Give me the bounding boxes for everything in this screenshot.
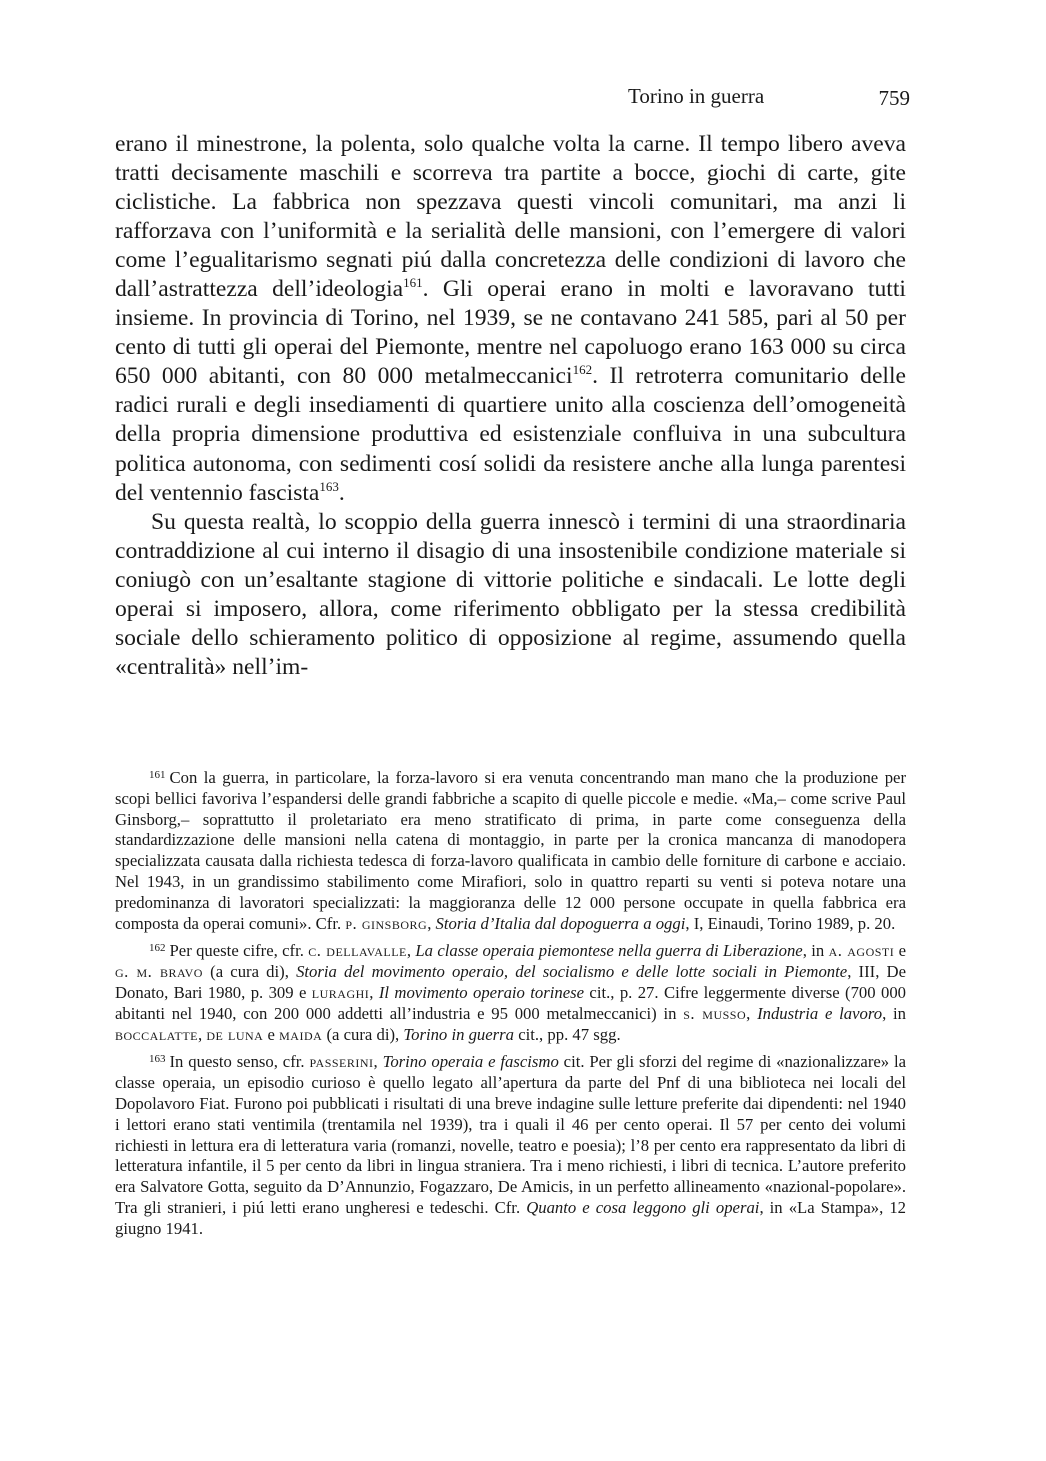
footnote-text: ,: [746, 1003, 751, 1023]
footnote-text: (a cura di),: [210, 962, 289, 982]
citation-author: luraghi: [311, 982, 370, 1002]
footnote-reference-162[interactable]: 162: [572, 362, 593, 378]
footnote-text: ,: [369, 982, 374, 1002]
footnote-reference-161[interactable]: 161: [403, 275, 423, 291]
footnote-text: ,: [373, 1052, 378, 1072]
page-number: 759: [878, 86, 910, 110]
body-text: . Gli operai erano in molti e lavoravano tutti insieme. In provincia di Torino, nel 1939, se ne contavano 241 585, pari al 50 per cento di tutti gli operai del Piemonte, mentre nel capoluogo erano 163 000 su circa 650 000 abitanti, con 80 000 metalmeccanici: [115, 276, 906, 390]
citation-title: Quanto e cosa leggono gli operai: [526, 1197, 760, 1217]
footnote-text: , in: [882, 1003, 907, 1023]
page-header: [115, 84, 910, 114]
citation-author: de luna: [206, 1024, 264, 1044]
footnote-text: Per queste cifre, cfr.: [169, 941, 304, 961]
footnote-162: $^{162}$ Per queste cifre, cfr. c. dellavalle, La classe operaia piemontese nella guerra di Liberazione, in a. agosti e g. m. bravo (a cura di), Storia del movimento operaio, del socialismo e delle lotte sociali in Piemonte, III, De Donato, Bari 1980, p. 309 e luraghi, Il movimento operaio torinese cit., p. 27. Cifre leggermente diverse (700 000 abitanti nel 1940, con 200 000 addetti all’industria e 95 000 metalmeccanici) in s. musso, Industria e lavoro, in boccalatte, de luna e maida (a cura di), Torino in guerra cit., pp. 47 sgg.: [115, 941, 907, 1044]
footnotes: [115, 765, 906, 1244]
footnote-161: $^{161}$ Con la guerra, in particolare, la forza-lavoro si era venuta concentrando man mano che la produzione per scopi bellici favoriva l’espandersi delle grandi fabbriche a scapito di quelle piccole e medie. «Ma,– come scrive Paul Ginsborg,– soprattutto il proletariato era meno stratificato di prima, in parte come conseguenza della standardizzazione delle mansioni nella catena di montaggio, in parte per la cronica mancanza di manodopera specializzata causata dalla richiesta tedesca di forza-lavoro qualificata in cambio delle forniture di carbone e acciaio. Nel 1943, in un grandissimo stabilimento come Mirafiori, solo in quattro reparti su venti si poteva notare una predominanza di lavoratori specializzati: la maggioranza delle 12 000 persone occupate in quella fabbrica era composta da operai comuni». Cfr. p. ginsborg, Storia d’Italia dal dopoguerra a oggi, I, Einaudi, Torino 1989, p. 20.: [115, 768, 906, 933]
citation-author: s. musso: [683, 1003, 747, 1023]
citation-title: Storia d’Italia dal dopoguerra a oggi: [435, 913, 686, 933]
footnote-text: , in «La Stampa», 12 giugno 1941.: [115, 1197, 907, 1238]
footnote-text: In questo senso, cfr.: [169, 1052, 305, 1072]
footnote-text: cit., p. 27. Cifre leggermente diverse (700 000 abitanti nel 1940, con 200 000 addetti all’industria e 95 000 metalmeccanici) in: [115, 982, 907, 1023]
body-paragraph-2: Su questa realtà, lo scoppio della guerra innescò i termini di una straordinaria contraddizione al cui interno il disagio di una insostenibile condizione materiale si coniugò con un’esaltante stagione di vittorie politiche e sindacali. Le lotte degli operai si imposero, allora, come riferimento obbligato per la stessa credibilità sociale dello schieramento politico di opposizione al regime, assumendo quella «centralità» nell’im-: [115, 508, 906, 680]
footnote-text: e: [267, 1024, 275, 1044]
citation-author: c. dellavalle: [308, 941, 407, 961]
footnote-163: [115, 1049, 906, 1239]
footnote-text: Con la guerra, in particolare, la forza-lavoro si era venuta concentrando man mano che la produzione per scopi bellici favoriva l’espandersi delle grandi fabbriche a scapito di quelle piccole e medie. «Ma,– come scrive Paul Ginsborg,– soprattutto il proletariato era meno stratificato di prima, in parte come conseguenza della standardizzazione delle mansioni nella catena di montaggio, in parte per la cronica mancanza di manodopera specializzata causata dalla richiesta tedesca di forza-lavoro qualificata in cambio delle forniture di carbone e acciaio. Nel 1943, in un grandissimo stabilimento come Mirafiori, solo in quattro reparti su venti si poteva notare una predominanza di lavoratori specializzati: la maggioranza delle 12 000 persone occupate in quella fabbrica era composta da operai comuni». Cfr.: [115, 768, 906, 933]
footnote-number: 162: [149, 942, 166, 955]
citation-author: passerini: [309, 1052, 374, 1072]
citation-title: Il movimento operaio torinese: [378, 982, 585, 1002]
citation-author: p. ginsborg: [345, 913, 428, 933]
footnote-text: e: [898, 941, 907, 961]
footnote-text: , I, Einaudi, Torino 1989, p. 20.: [685, 913, 896, 933]
citation-author: maida: [279, 1024, 323, 1044]
citation-title: Torino operaia e fascismo: [382, 1052, 559, 1072]
footnote-text: , in: [802, 941, 825, 961]
citation-author: g. m. bravo: [115, 962, 203, 982]
citation-title: Storia del movimento operaio, del socialismo e delle lotte sociali in Piemonte: [296, 962, 848, 982]
footnote-reference-163[interactable]: 163: [319, 478, 339, 494]
running-title: Torino in guerra: [628, 84, 765, 108]
body-text: .: [338, 479, 345, 506]
footnote-number: 161: [149, 769, 166, 781]
footnote-text: ,: [198, 1024, 203, 1044]
citation-title: Industria e lavoro: [757, 1003, 883, 1023]
citation-author: boccalatte: [115, 1024, 198, 1044]
body-paragraph-1: [115, 130, 906, 508]
main-text: [115, 130, 906, 682]
footnote-text: cit. Per gli sforzi del regime di «nazionalizzare» la classe operaia, un episodio curioso è quello legato all’apertura da parte del Pnf di una biblioteca nei locali del Dopolavoro Fiat. Furono poi pubblicati i risultati di una breve indagine sulle letture preferite dai dipendenti: nel 1940 i lettori erano stati ventimila (trentamila nel 1939), tra i quali il 46 per cento operai. Il 57 per cento dei volumi richiesti in lettura era di letteratura varia (romanzi, novelle, teatro e poesia); l’8 per cento era rappresentato da libri di letteratura infantile, il 5 per cento da libri in lingua straniera. Tra i meno richiesti, i libri di tecnica. L’autore preferito era Salvatore Gotta, seguito da D’Annunzio, Fogazzaro, De Amicis, in un perfetto allineamento «nazional-popolare». Tra gli stranieri, i piú letti erano ungheresi e tedeschi. Cfr.: [115, 1052, 907, 1217]
footnote-number: 163: [149, 1053, 166, 1066]
citation-author: a. agosti: [828, 941, 895, 961]
body-text: erano il minestrone, la polenta, solo qualche volta la carne. Il tempo libero aveva tratti decisamente maschili e scorreva tra partite a bocce, giochi di carte, gite ciclistiche. La fabbrica non spezzava questi vincoli comunitari, ma anzi li rafforzava con l’uniformità e la serialità delle mansioni, con l’emergere di valori come l’egualitarismo segnati piú dalla concretezza delle condizioni di lavoro che dall’astrattezza dell’ideologia: [115, 131, 906, 303]
citation-title: Torino in guerra: [403, 1024, 515, 1044]
citation-title: La classe operaia piemontese nella guerra di Liberazione: [415, 941, 803, 961]
footnote-text: cit., pp. 47 sgg.: [518, 1024, 621, 1044]
footnote-text: , III, De Donato, Bari 1980, p. 309 e: [115, 962, 906, 1002]
body-text: . Il retroterra comunitario delle radici rurali e degli insediamenti di quartiere unito alla coscienza dell’omogeneità della propria dimensione produttiva ed esistenziale confluiva in una subcultura politica autonoma, con sedimenti cosí solidi da resistere anche alla lunga parentesi del ventennio fascista: [115, 363, 907, 506]
footnote-text: (a cura di),: [326, 1024, 400, 1044]
